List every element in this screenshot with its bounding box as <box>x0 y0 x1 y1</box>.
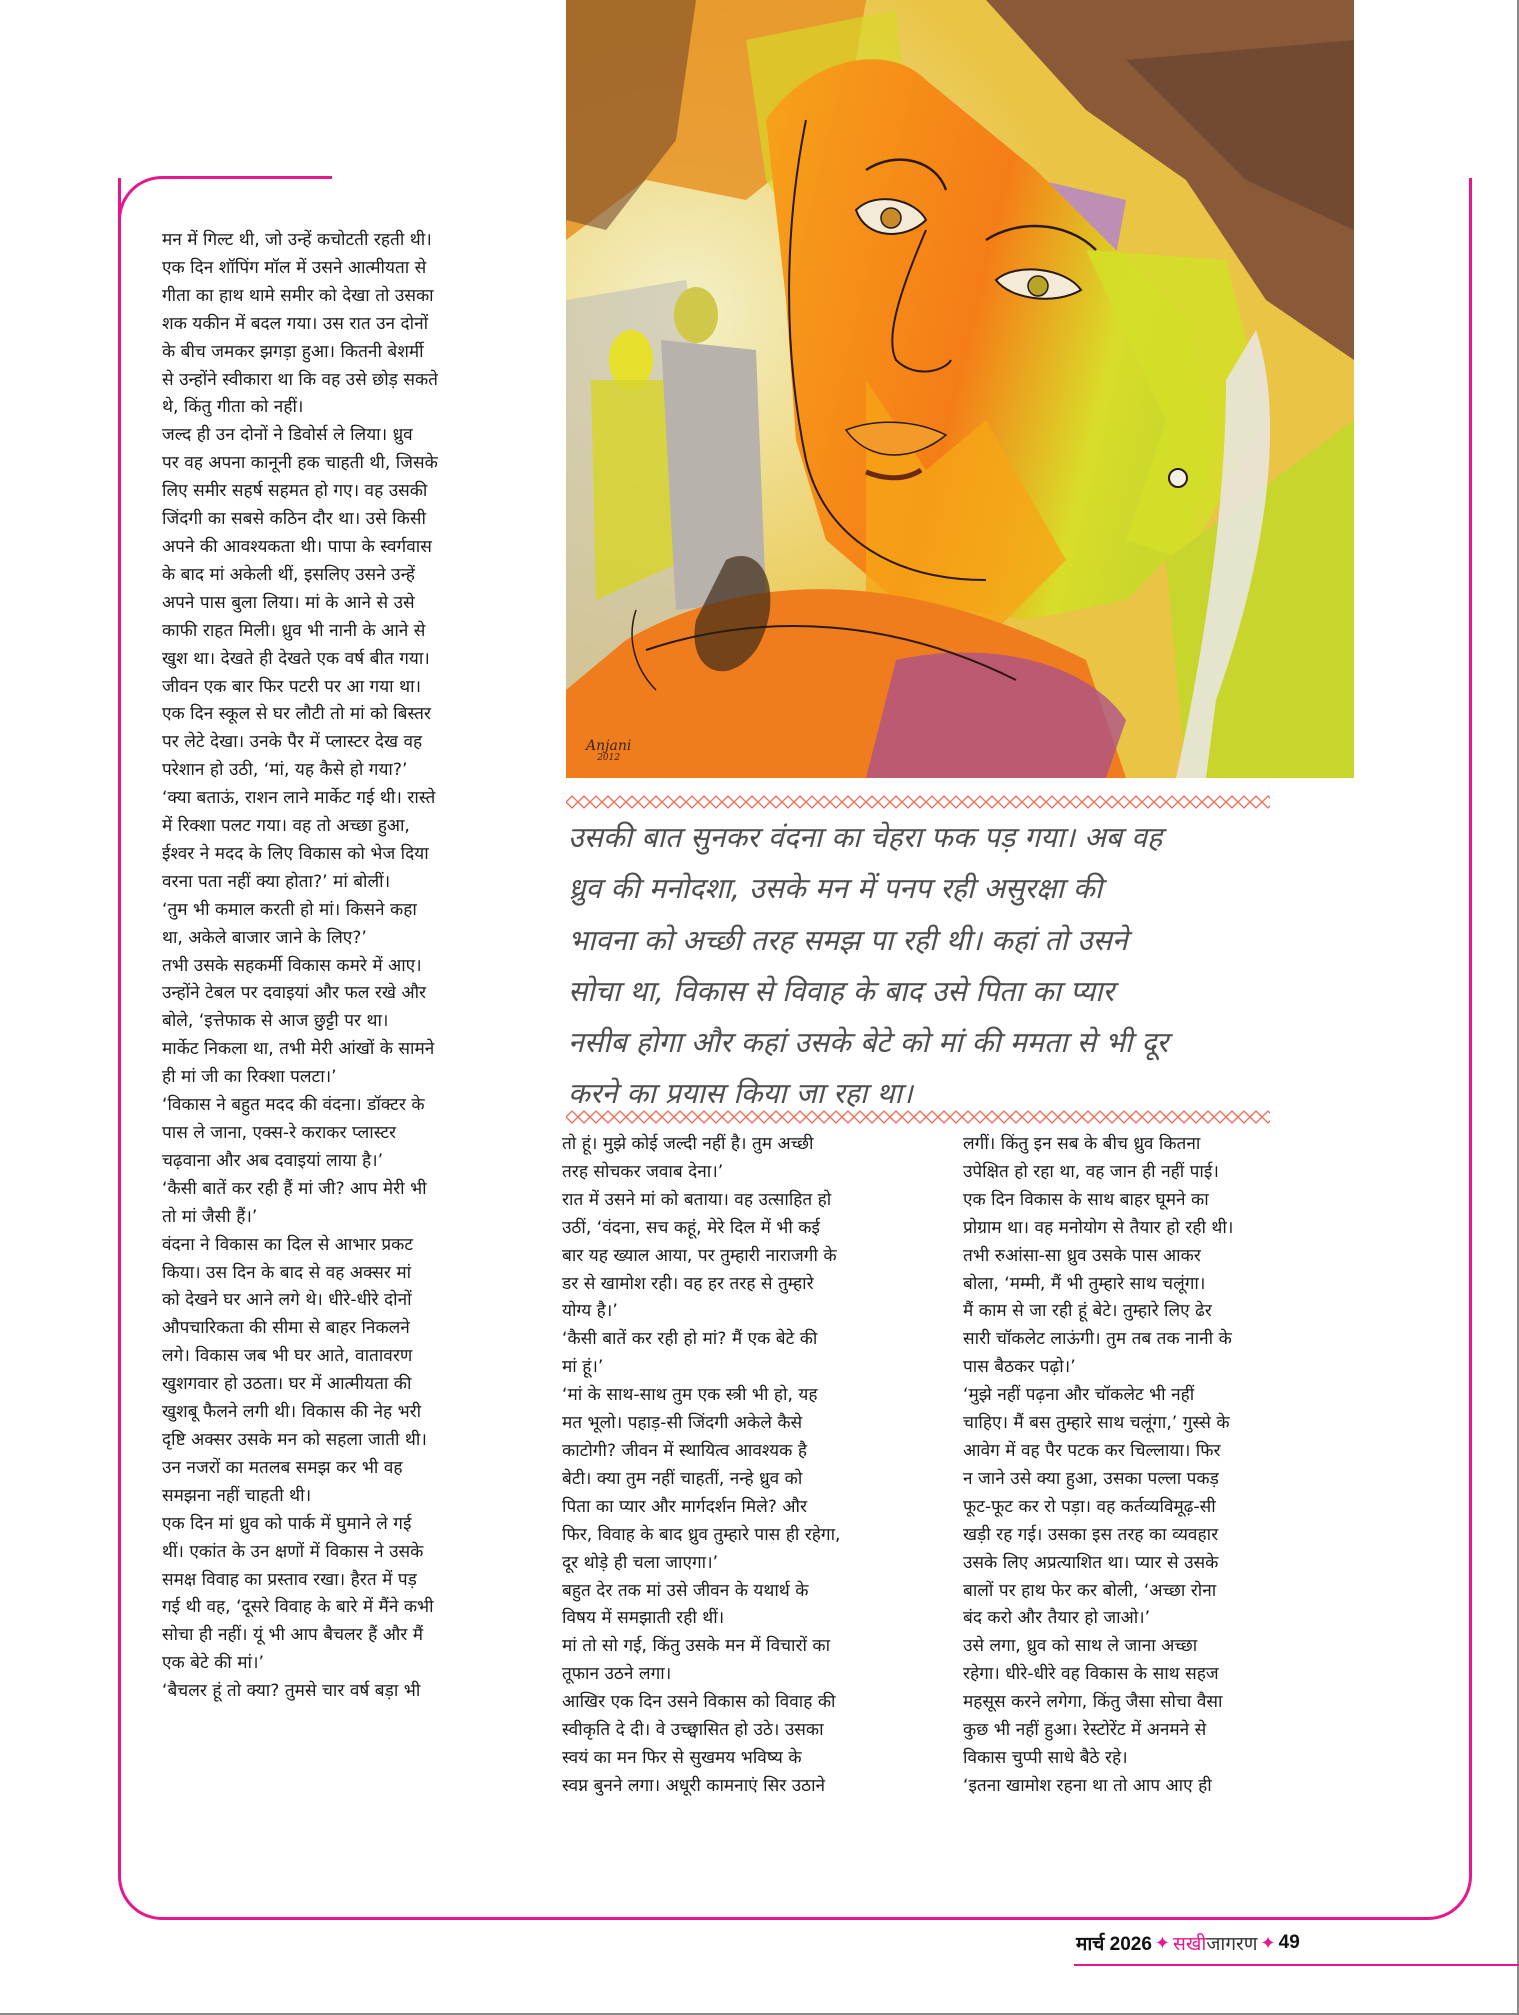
text-line: बार यह ख्याल आया, पर तुम्हारी नाराजगी के <box>562 1245 837 1266</box>
text-line: महसूस करने लगेगा, किंतु जैसा सोचा वैसा <box>963 1692 1223 1713</box>
text-line: लिए समीर सहर्ष सहमत हो गए। वह उसकी <box>162 481 428 502</box>
zigzag-divider-top <box>566 795 1270 809</box>
text-line: एक दिन विकास के साथ बाहर घूमने का <box>963 1189 1209 1210</box>
star-icon: ✦ <box>1154 1932 1170 1954</box>
text-line: एक बेटे की मां।’ <box>162 1653 264 1674</box>
text-line: योग्य है।’ <box>562 1301 618 1322</box>
text-line: बोला, ‘मम्मी, मैं भी तुम्हारे साथ चलूंगा। <box>963 1273 1206 1294</box>
text-line: स्वयं का मन फिर से सुखमय भविष्य के <box>562 1747 802 1768</box>
text-line: उठीं, ‘वंदना, सच कहूं, मेरे दिल में भी कई <box>562 1217 820 1238</box>
text-line: खुशबू फैलने लगी थी। विकास की नेह भरी <box>162 1402 422 1423</box>
text-line: समक्ष विवाह का प्रस्ताव रखा। हैरत में पड़ <box>162 1569 417 1590</box>
text-line: काटोगी? जीवन में स्थायित्व आवश्यक है <box>562 1440 807 1461</box>
text-line: जिंदगी का सबसे कठिन दौर था। उसे किसी <box>162 509 426 530</box>
text-line: डर से खामोश रही। वह हर तरह से तुम्हारे <box>562 1273 814 1294</box>
text-line: से उन्होंने स्वीकारा था कि वह उसे छोड़ सकते <box>162 369 438 390</box>
text-line: ‘बैचलर हूं तो क्या? तुमसे चार वर्ष बड़ा भी <box>162 1681 421 1702</box>
footer-rule <box>1074 1964 1519 1966</box>
text-line: चाहिए। मैं बस तुम्हारे साथ चलूंगा,’ गुस्से के <box>963 1413 1230 1434</box>
text-line: पर वह अपना कानूनी हक चाहती थी, जिसके <box>162 453 438 474</box>
text-line: मार्केट निकला था, तभी मेरी आंखों के सामने <box>162 1039 435 1060</box>
text-line: ‘तुम भी कमाल करती हो मां। किसने कहा <box>162 899 417 920</box>
text-line: समझना नहीं चाहती थी। <box>162 1485 312 1506</box>
text-line: औपचारिकता की सीमा से बाहर निकलने <box>162 1318 410 1339</box>
text-line: तो मां जैसी हैं।’ <box>162 1206 258 1227</box>
text-line: पास बैठकर पढ़ो।’ <box>963 1357 1076 1378</box>
text-line: बहुत देर तक मां उसे जीवन के यथार्थ के <box>562 1580 809 1601</box>
text-line: पिता का प्यार और मार्गदर्शन मिले? और <box>562 1496 808 1517</box>
text-line: सोचा ही नहीं। यूं भी आप बैचलर हैं और मैं <box>162 1625 424 1646</box>
text-line: तूफान उठने लगा। <box>562 1664 672 1685</box>
text-line: जल्द ही उन दोनों ने डिवोर्स ले लिया। ध्रुव <box>162 425 413 446</box>
text-line: में रिक्शा पलट गया। वह तो अच्छा हुआ, <box>162 816 410 837</box>
text-line: उन नजरों का मतलब समझ कर भी वह <box>162 1457 403 1478</box>
signature-year: 2012 <box>597 753 621 763</box>
text-line: गीता का हाथ थामे समीर को देखा तो उसका <box>162 285 434 306</box>
text-line: ‘विकास ने बहुत मदद की वंदना। डॉक्टर के <box>162 1095 425 1116</box>
text-column-2 <box>562 1131 934 1801</box>
text-line: किया। उस दिन के बाद से वह अक्सर मां <box>162 1262 412 1283</box>
text-line: ‘कैसी बातें कर रही हैं मां जी? आप मेरी भी <box>162 1178 427 1199</box>
text-line: मन में गिल्ट थी, जो उन्हें कचोटती रहती थी। <box>162 230 432 250</box>
text-line: उसे लगा, ध्रुव को साथ ले जाना अच्छा <box>963 1636 1198 1657</box>
text-line: पर लेटे देखा। उनके पैर में प्लास्टर देख वह <box>162 732 423 753</box>
text-line: को देखने घर आने लगे थे। धीरे-धीरे दोनों <box>162 1290 412 1311</box>
text-line: कुछ भी नहीं हुआ। रेस्टोरेंट में अनमने से <box>963 1720 1207 1741</box>
text-line: शक यकीन में बदल गया। उस रात उन दोनों <box>162 313 429 334</box>
text-line: परेशान हो उठी, ‘मां, यह कैसे हो गया?’ <box>162 760 408 781</box>
text-line: मत भूलो। पहाड़-सी जिंदगी अकेले कैसे <box>562 1413 803 1434</box>
text-line: मां तो सो गई, किंतु उसके मन में विचारों का <box>562 1636 831 1657</box>
text-line: अपने की आवश्यकता थी। पापा के स्वर्गवास <box>162 536 432 557</box>
pull-quote-line: ध्रुव की मनोदशा, उसके मन में पनप रही असुरक्षा की <box>568 872 1103 906</box>
text-line: वंदना ने विकास का दिल से आभार प्रकट <box>162 1234 414 1255</box>
text-line: काफी राहत मिली। ध्रुव भी नानी के आने से <box>162 620 426 641</box>
text-line: खुश था। देखते ही देखते एक वर्ष बीत गया। <box>162 648 430 669</box>
text-line: मैं काम से जा रही हूं बेटे। तुम्हारे लिए ढेर <box>963 1301 1212 1322</box>
text-line: रहेगा। धीरे-धीरे वह विकास के साथ सहज <box>963 1664 1219 1685</box>
pull-quote-line: नसीब होगा और कहां उसके बेटे को मां की ममता से भी दूर <box>568 1026 1169 1060</box>
text-line: एक दिन शॉपिंग मॉल में उसने आत्मीयता से <box>162 257 427 278</box>
text-line: ‘इतना खामोश रहना था तो आप आए ही <box>963 1775 1212 1796</box>
text-line: बालों पर हाथ फेर कर बोली, ‘अच्छा रोना <box>963 1580 1217 1601</box>
text-line: ‘मुझे नहीं पढ़ना और चॉकलेट भी नहीं <box>963 1385 1195 1406</box>
text-line: उसके लिए अप्रत्याशित था। प्यार से उसके <box>963 1552 1219 1573</box>
text-line: आखिर एक दिन उसने विकास को विवाह की <box>562 1692 836 1713</box>
text-line: लगे। विकास जब भी घर आते, वातावरण <box>162 1346 413 1367</box>
text-line: जीवन एक बार फिर पटरी पर आ गया था। <box>162 676 422 697</box>
text-line: वरना पता नहीं क्या होता?’ मां बोलीं। <box>162 871 391 892</box>
text-line: उपेक्षित हो रहा था, वह जान ही नहीं पाई। <box>963 1161 1219 1182</box>
text-line: ‘क्या बताऊं, राशन लाने मार्केट गई थी। रास्ते <box>162 788 436 809</box>
pull-quote-line: करने का प्रयास किया जा रहा था। <box>568 1077 913 1111</box>
text-line: खड़ी रह गई। उसका इस तरह का व्यवहार <box>963 1524 1219 1545</box>
text-line: तभी उसके सहकर्मी विकास कमरे में आए। <box>162 955 422 976</box>
text-line: था, अकेले बाजार जाने के लिए?’ <box>162 927 367 948</box>
text-line: विकास चुप्पी साधे बैठे रहे। <box>963 1747 1128 1768</box>
text-line: विषय में समझाती रही थीं। <box>562 1608 725 1629</box>
text-line: स्वीकृति दे दी। वे उच्छ्वासित हो उठे। उसका <box>562 1720 824 1741</box>
pull-quote-line: सोचा था, विकास से विवाह के बाद उसे पिता का प्यार <box>568 974 1115 1008</box>
text-line: ‘मां के साथ-साथ तुम एक स्त्री भी हो, यह <box>562 1385 818 1406</box>
text-column-1 <box>162 227 546 1706</box>
text-line: सारी चॉकलेट लाऊंगी। तुम तब तक नानी के <box>963 1329 1232 1350</box>
text-line: खुशगवार हो उठता। घर में आत्मीयता की <box>162 1374 412 1395</box>
pull-quote <box>568 812 1268 1120</box>
page-number: 49 <box>1278 1932 1300 1953</box>
text-line: दूर थोड़े ही चला जाएगा।’ <box>562 1552 719 1573</box>
star-icon: ✦ <box>1260 1932 1276 1954</box>
text-line: ‘कैसी बातें कर रही हो मां? मैं एक बेटे की <box>562 1329 818 1350</box>
text-line: फिर, विवाह के बाद ध्रुव तुम्हारे पास ही रहेगा, <box>562 1524 841 1545</box>
text-line: स्वप्न बुनने लगा। अधूरी कामनाएं सिर उठाने <box>562 1775 826 1796</box>
text-line: अपने पास बुला लिया। मां के आने से उसे <box>162 592 415 613</box>
text-line: आवेग में वह पैर पटक कर चिल्लाया। फिर <box>963 1440 1221 1461</box>
text-line: तो हूं। मुझे कोई जल्दी नहीं है। तुम अच्छी <box>562 1134 814 1154</box>
issue-date: मार्च 2026 <box>1076 1934 1152 1955</box>
pull-quote-line: भावना को अच्छी तरह समझ पा रही थी। कहां तो उसने <box>568 923 1128 957</box>
text-line: फूट-फूट कर रो पड़ा। वह कर्तव्यविमूढ़-सी <box>963 1496 1216 1517</box>
text-line: तरह सोचकर जवाब देना।’ <box>562 1161 724 1182</box>
text-line: पास ले जाना, एक्स-रे कराकर प्लास्टर <box>162 1123 397 1143</box>
text-line: दृष्टि अक्सर उसके मन को सहला जाती थी। <box>162 1429 427 1450</box>
text-line: के बाद मां अकेली थीं, इसलिए उसने उन्हें <box>162 564 415 585</box>
pull-quote-line: उसकी बात सुनकर वंदना का चेहरा फक पड़ गया। अब वह <box>568 821 1163 854</box>
text-line: रात में उसने मां को बताया। वह उत्साहित हो <box>562 1189 832 1210</box>
text-line: न जाने उसे क्या हुआ, उसका पल्ला पकड़ <box>963 1468 1219 1489</box>
text-line: प्रोग्राम था। वह मनोयोग से तैयार हो रही थी। <box>963 1217 1234 1238</box>
text-line: ही मां जी का रिक्शा पलटा।’ <box>162 1067 337 1088</box>
text-line: एक दिन मां ध्रुव को पार्क में घुमाने ले गई <box>162 1513 412 1534</box>
text-line: बोले, ‘इत्तेफाक से आज छुट्टी पर था। <box>162 1011 389 1032</box>
text-line: लगीं। किंतु इन सब के बीच ध्रुव कितना <box>963 1134 1201 1154</box>
text-line: मां हूं।’ <box>562 1357 604 1378</box>
text-column-3 <box>963 1131 1335 1801</box>
brand-name-part2: जागरण <box>1206 1933 1258 1955</box>
text-line: तभी रुआंसा-सा ध्रुव उसके पास आकर <box>963 1245 1201 1266</box>
text-line: उन्होंने टेबल पर दवाइयां और फल रखे और <box>162 983 427 1004</box>
text-line: ईश्वर ने मदद के लिए विकास को भेज दिया <box>162 843 429 864</box>
text-line: के बीच जमकर झगड़ा हुआ। कितनी बेशर्मी <box>162 341 424 362</box>
text-line: चढ़वाना और अब दवाइयां लाया है।’ <box>162 1150 384 1171</box>
text-line: बेटी। क्या तुम नहीं चाहतीं, नन्हे ध्रुव को <box>562 1468 803 1489</box>
text-line: गई थी वह, ‘दूसरे विवाह के बारे में मैंने कभी <box>162 1597 434 1618</box>
text-line: थीं। एकांत के उन क्षणों में विकास ने उसके <box>162 1541 424 1562</box>
signature-name: Anjani <box>586 738 632 754</box>
text-line: बंद करो और तैयार हो जाओ।’ <box>963 1608 1151 1629</box>
brand-name-part1: सखी <box>1173 1933 1207 1955</box>
page-footer <box>1076 1928 1300 1958</box>
text-line: थे, किंतु गीता को नहीं। <box>162 397 304 418</box>
text-line: एक दिन स्कूल से घर लौटी तो मां को बिस्तर <box>162 704 431 725</box>
